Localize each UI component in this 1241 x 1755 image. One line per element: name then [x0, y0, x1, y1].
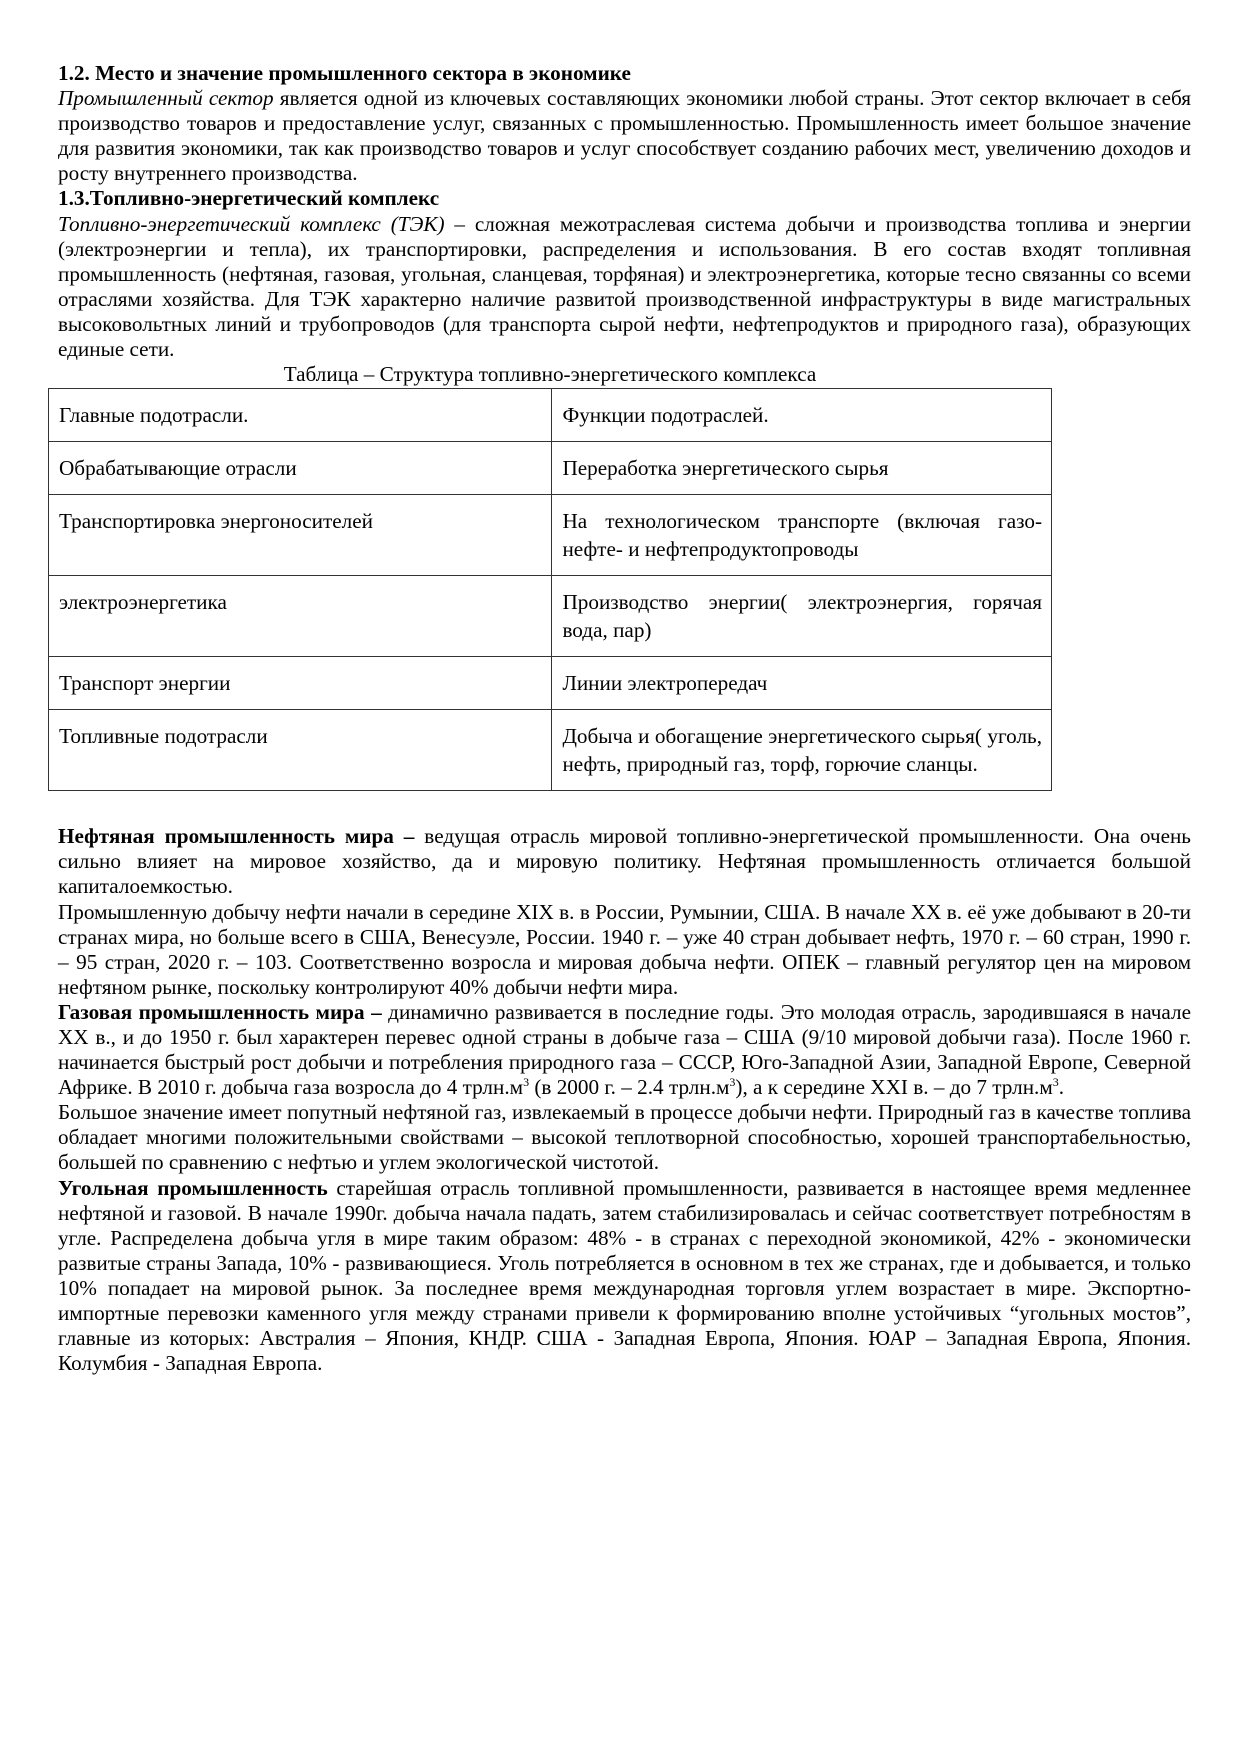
term-oil-industry: Нефтяная промышленность мира –: [58, 824, 415, 849]
table-caption: Таблица – Структура топливно-энергетического комплекса: [283, 362, 817, 387]
cubic-superscript: 3: [1052, 1075, 1059, 1090]
paragraph-fuel-energy-complex: [58, 212, 1191, 363]
table-caption-wrap: [58, 362, 1191, 387]
table-cell-function: Переработка энергетического сырья: [552, 442, 1052, 495]
table-row: [49, 495, 1052, 576]
term-fuel-energy-complex: Топливно-энергетический комплекс (ТЭК): [58, 211, 445, 236]
gas-text-part-3: ), а к середине XXI в. – до 7 трлн.м: [735, 1075, 1053, 1100]
term-coal-industry: Угольная промышленность: [58, 1175, 328, 1200]
table-cell-function: На технологическом транспорте (включая газо-нефте- и нефтепродуктопроводы: [552, 495, 1052, 576]
paragraph-fuel-energy-complex-text: – сложная межотраслевая система добычи и производства топлива и энергии (электроэнергии и тепла), их транспортировки, распределения и использования. В его состав входят топливная промышленность (нефтяная, газовая, угольная, сланцевая, торфяная) и электроэнергетика, которые тесно связанны со всеми отраслями хозяйства. Для ТЭК характерно наличие развитой производственной инфраструктуры в виде магистральных высоковольтных линий и трубопроводов (для транспорта сырой нефти, нефтепродуктов и природного газа), образующих единые сети.: [58, 211, 1191, 362]
paragraph-oil-industry: [58, 824, 1191, 899]
table-row: [49, 576, 1052, 657]
spacer: [58, 791, 1191, 824]
gas-text-part-2: (в 2000 г. – 2.4 трлн.м: [529, 1075, 730, 1100]
cubic-superscript: 3: [729, 1075, 736, 1090]
table-cell-function: Добыча и обогащение энергетического сырья( уголь, нефть, природный газ, торф, горючие сланцы.: [552, 710, 1052, 791]
table-cell-function: Функции подотраслей.: [552, 389, 1052, 442]
paragraph-industrial-sector: [58, 86, 1191, 186]
table-row: [49, 442, 1052, 495]
gas-text-part-1: динамично развивается в последние годы. Это молодая отрасль, зародившаяся в начале XX в., и до 1950 г. был характерен перевес одной страны в добыче газа – США (9/10 мировой добычи газа). После 1960 г. начинается быстрый рост добычи и потребления природного газа – СССР, Юго-Западной Азии, Западной Европе, Северной Африке. В 2010 г. добыча газа возросла до 4 трлн.м: [58, 999, 1192, 1100]
term-industrial-sector: Промышленный сектор: [58, 86, 274, 111]
table-cell-subsector: электроэнергетика: [49, 576, 552, 657]
table-cell-subsector: Обрабатывающие отрасли: [49, 442, 552, 495]
gas-text-part-4: .: [1058, 1075, 1065, 1100]
table-cell-subsector: Главные подотрасли.: [49, 389, 552, 442]
table-row: [49, 389, 1052, 442]
table-cell-subsector: Топливные подотрасли: [49, 710, 552, 791]
table-cell-subsector: Транспорт энергии: [49, 657, 552, 710]
paragraph-oil-history: Промышленную добычу нефти начали в середине XIX в. в России, Румынии, США. В начале XX в. её уже добывают в 20-ти странах мира, но больше всего в США, Венесуэле, России. 1940 г. – уже 40 стран добывает нефть, 1970 г. – 60 стран, 1990 г. – 95 стран, 2020 г. – 103. Соответственно возросла и мировая добыча нефти. ОПЕК – главный регулятор цен на мировом нефтяном рынке, поскольку контролируют 40% добычи нефти мира.: [58, 899, 1191, 999]
section-heading-1-2: 1.2. Место и значение промышленного сектора в экономике: [58, 61, 631, 85]
table-cell-subsector: Транспортировка энергоносителей: [49, 495, 552, 576]
structure-table: [48, 388, 1052, 791]
table-row: [49, 657, 1052, 710]
paragraph-oil-industry-text: ведущая отрасль мировой топливно-энергетической промышленности. Она очень сильно влияет на мировое хозяйство, да и мировую политику. Нефтяная промышленность отличается большой капиталоемкостью.: [58, 824, 1191, 899]
paragraph-industrial-sector-text: является одной из ключевых составляющих экономики любой страны. Этот сектор включает в себя производство товаров и предоставление услуг, связанных с промышленностью. Промышленность имеет большое значение для развития экономики, так как производство товаров и услуг способствует созданию рабочих мест, увеличению доходов и росту внутреннего производства.: [58, 86, 1191, 186]
table-cell-function: Линии электропередач: [552, 657, 1052, 710]
section-heading-1-3: 1.3.Топливно-энергетический комплекс: [58, 186, 440, 211]
paragraph-gas-industry: [58, 1000, 1191, 1100]
table-row: [49, 710, 1052, 791]
paragraph-associated-gas: Большое значение имеет попутный нефтяной газ, извлекаемый в процессе добычи нефти. Природный газ в качестве топлива обладает многими положительными свойствами – высокой теплотворной способностью, хорошей транспортабельностью, большей по сравнению с нефтью и углем экологической чистотой.: [58, 1100, 1191, 1175]
paragraph-coal-industry-text: старейшая отрасль топливной промышленности, развивается в настоящее время медленнее нефтяной и газовой. В начале 1990г. добыча начала падать, затем стабилизировалась и сейчас соответствует потребностям в угле. Распределена добыча угля в мире таким образом: 48% - в странах с переходной экономикой, 42% - экономически развитые страны Запада, 10% - развивающиеся. Уголь потребляется в основном в тех же странах, где и добывается, и только 10% попадает на мировой рынок. За последнее время международная торговля углем возрастает в мире. Экспортно-импортные перевозки каменного угля между странами привели к формированию вполне устойчивых “угольных мостов”, главные из которых: Австралия – Япония, КНДР. США - Западная Европа, Япония. ЮАР – Западная Европа, Япония. Колумбия - Западная Европа.: [58, 1175, 1191, 1376]
table-cell-function: Производство энергии( электроэнергия, горячая вода, пар): [552, 576, 1052, 657]
document-page: [58, 61, 1191, 1376]
paragraph-coal-industry: [58, 1176, 1191, 1377]
cubic-superscript: 3: [523, 1075, 530, 1090]
term-gas-industry: Газовая промышленность мира –: [58, 999, 382, 1024]
